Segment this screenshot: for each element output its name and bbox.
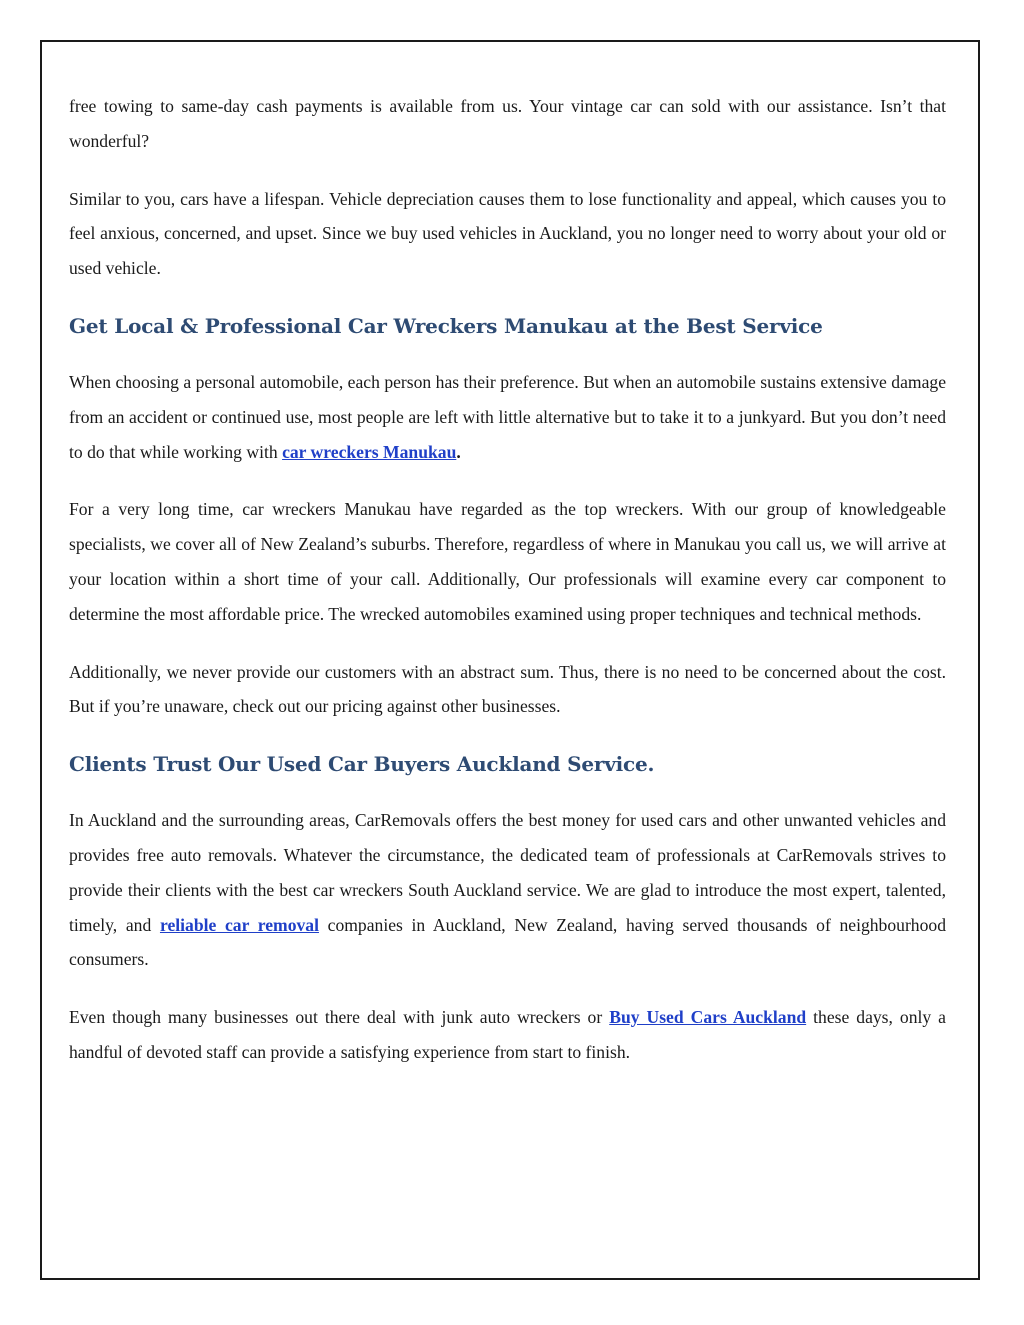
- buy-used-cars-auckland-link[interactable]: Buy Used Cars Auckland: [609, 1007, 807, 1028]
- paragraph-top-wreckers: For a very long time, car wreckers Manukau have regarded as the top wreckers. With our group of knowledgeable specialists, we cover all of New Zealand’s suburbs. Therefore, regardless of where in Manukau you call us, we will arrive at your location within a short time of your call. Additionally, Our professionals will examine every car component to determine the most affordable price. The wrecked automobiles examined using proper techniques and technical methods.: [69, 499, 946, 624]
- paragraph-choosing-automobile: [69, 365, 946, 469]
- paragraph-text: In Auckland and the surrounding areas, CarRemovals offers the best money for used cars and other unwanted vehicles and provides free auto removals. Whatever the circumstance, the dedicated team of professionals at CarRemovals strives to provide their clients with the best car wreckers South Auckland service. We are glad to introduce the most expert, talented, timely, and: [69, 810, 946, 935]
- paragraph-carremovals: [69, 803, 946, 977]
- reliable-car-removal-link[interactable]: reliable car removal: [159, 914, 319, 935]
- paragraph-text: When choosing a personal automobile, each person has their preference. But when an automobile sustains extensive damage from an accident or continued use, most people are left with little alternative but to take it to a junkyard. But you don’t need to do that while working with: [69, 371, 946, 462]
- paragraph-text-end: these days, only a handful of devoted staff can provide a satisfying experience from start to finish.: [69, 1007, 946, 1062]
- paragraph-abstract-sum: Additionally, we never provide our customers with an abstract sum. Thus, there is no need to be concerned about the cost. But if you’re unaware, check out our pricing against other businesses.: [69, 661, 946, 717]
- paragraph-lifespan: Similar to you, cars have a lifespan. Vehicle depreciation causes them to lose functionality and appeal, which causes you to feel anxious, concerned, and upset. Since we buy used vehicles in Auckland, you no longer need to worry about your old or used vehicle.: [69, 188, 946, 279]
- heading-car-wreckers-manukau: Get Local & Professional Car Wreckers Manukau at the Best Service: [69, 313, 823, 338]
- paragraph-towing: free towing to same-day cash payments is available from us. Your vintage car can sold with our assistance. Isn’t that wonderful?: [69, 96, 946, 151]
- paragraph-text-end: .: [456, 441, 461, 462]
- document-body: [69, 89, 946, 1093]
- paragraph-junk-auto: [69, 1000, 946, 1070]
- heading-clients-trust: Clients Trust Our Used Car Buyers Auckland Service.: [69, 752, 655, 777]
- car-wreckers-manukau-link[interactable]: car wreckers Manukau: [282, 441, 457, 462]
- paragraph-text: Even though many businesses out there deal with junk auto wreckers or: [69, 1007, 610, 1028]
- paragraph-text-end: companies in Auckland, New Zealand, having served thousands of neighbourhood consumers.: [69, 914, 946, 970]
